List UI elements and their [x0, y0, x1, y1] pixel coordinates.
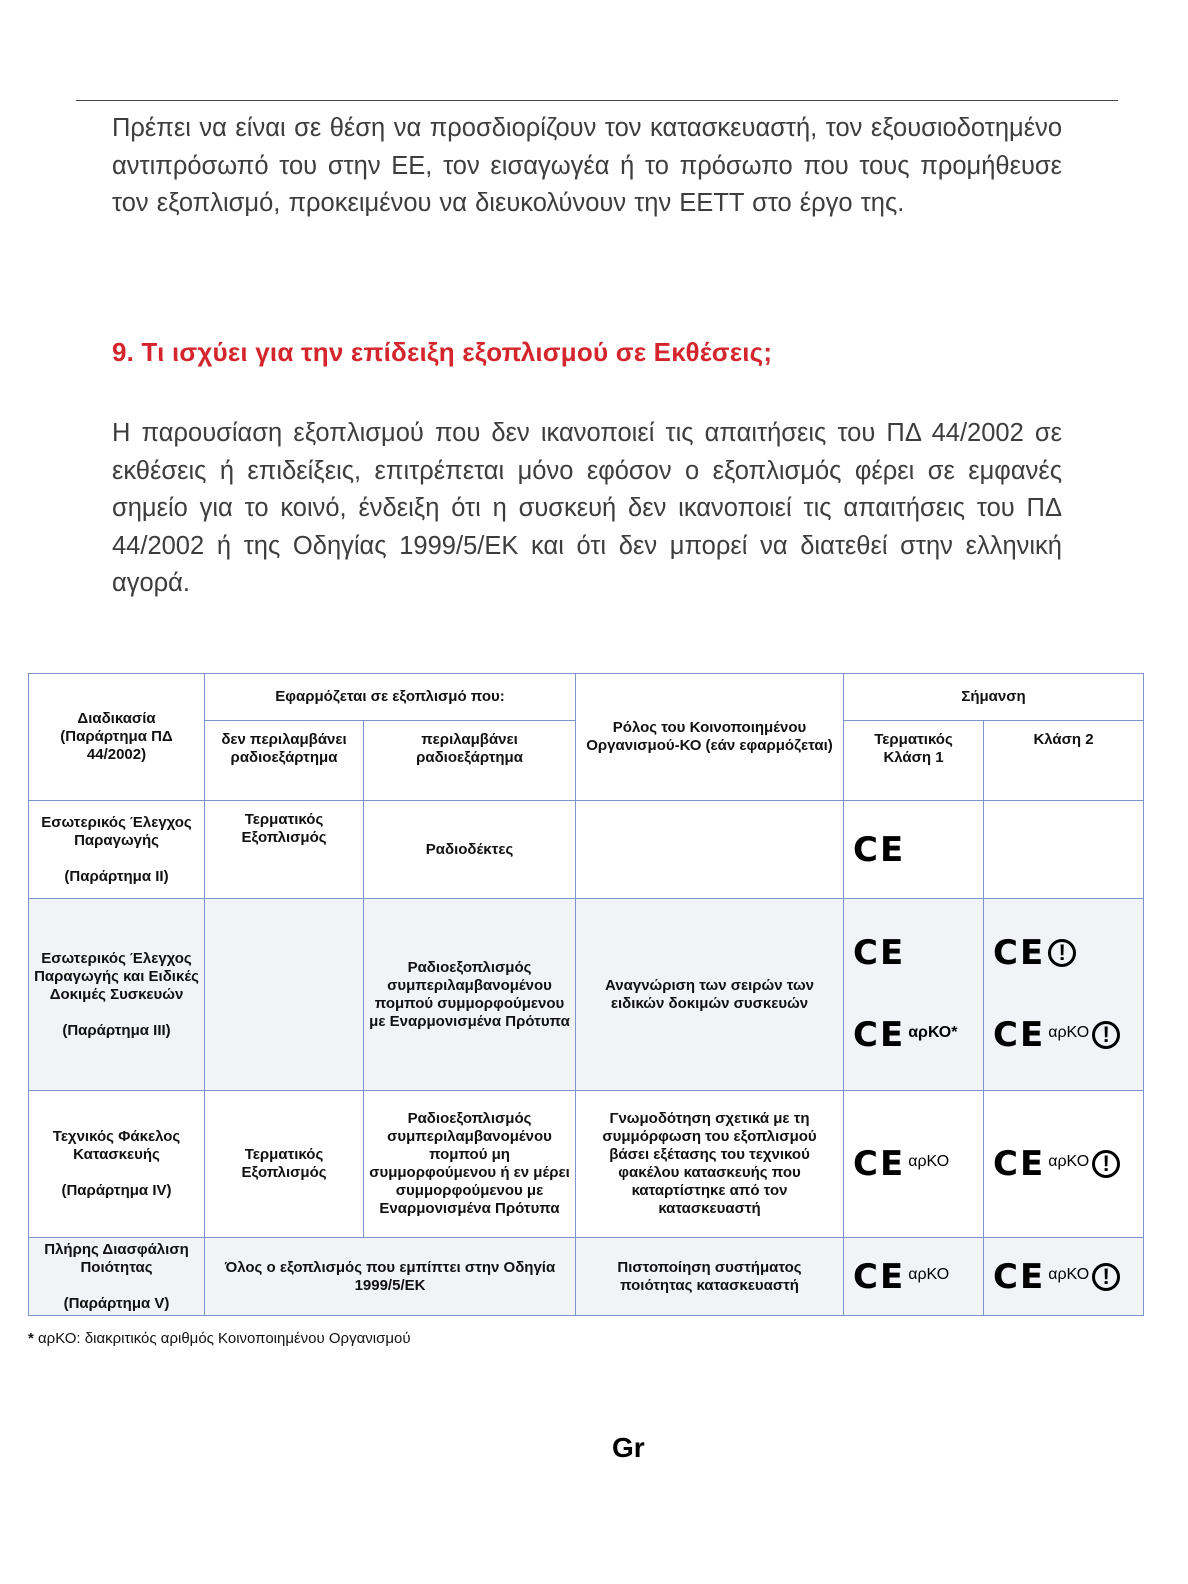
- ce-nb-alert-mark: [989, 1143, 1138, 1185]
- header-marking-group: Σήμανση: [844, 674, 1144, 721]
- class2-mark-cell: [984, 1238, 1144, 1316]
- ce-icon: CE: [853, 932, 906, 973]
- class1-mark-cell: [844, 1238, 984, 1316]
- class1-mark-cell: [844, 801, 984, 899]
- nb-number-label: αρΚΟ*: [908, 1023, 958, 1041]
- nb-number-label: αρΚΟ: [1048, 1265, 1090, 1283]
- no-radio-cell: [205, 899, 364, 1091]
- alert-icon: !: [1092, 1150, 1120, 1178]
- role-cell: Πιστοποίηση συστήματος ποιότητας κατασκευαστή: [576, 1238, 844, 1316]
- header-with-radio: περιλαμβάνει ραδιοεξάρτημα: [364, 721, 576, 801]
- nb-number-label: αρΚΟ: [908, 1265, 950, 1283]
- ce-icon: CE: [993, 1256, 1046, 1297]
- ce-icon: CE: [993, 1144, 1046, 1184]
- footnote-star: *: [28, 1330, 34, 1347]
- nb-number-label: αρΚΟ: [1048, 1023, 1090, 1041]
- class1-mark-cell: [844, 899, 984, 1091]
- with-radio-cell: Ραδιοεξοπλισμός συμπεριλαμβανομένου πομπού συμμορφούμενου με Εναρμονισμένα Πρότυπα: [364, 899, 576, 1091]
- with-radio-cell: Ραδιοδέκτες: [364, 801, 576, 899]
- no-radio-cell: Τερματικός Εξοπλισμός: [205, 1091, 364, 1238]
- footnote-text: αρΚΟ: διακριτικός αριθμός Κοινοποιημένου Οργανισμού: [33, 1330, 411, 1347]
- class2-mark-cell: [984, 1091, 1144, 1238]
- header-procedure: Διαδικασία (Παράρτημα ΠΔ 44/2002): [29, 674, 205, 801]
- alert-icon: !: [1092, 1021, 1120, 1049]
- ce-alert-mark: [989, 934, 1138, 972]
- procedures-table: [28, 673, 1144, 1316]
- header-applies-group: Εφαρμόζεται σε εξοπλισμό που:: [205, 674, 576, 721]
- ce-mark-with-nb: [849, 1256, 978, 1298]
- class2-mark-cell: [984, 801, 1144, 899]
- with-radio-cell: Ραδιοεξοπλισμός συμπεριλαμβανομένου πομπού μη συμμορφούμενου ή εν μέρει συμμορφούμενου με Εναρμονισμένα Πρότυπα: [364, 1091, 576, 1238]
- alert-icon: !: [1092, 1263, 1120, 1291]
- procedure-annex: (Παράρτημα II): [64, 867, 169, 885]
- procedure-annex: (Παράρτημα III): [62, 1021, 171, 1039]
- table-row: [29, 801, 1144, 899]
- procedure-annex: (Παράρτημα IV): [61, 1182, 172, 1199]
- procedure-cell: [29, 899, 205, 1091]
- role-cell: Γνωμοδότηση σχετικά με τη συμμόρφωση του εξοπλισμού βάσει εξέτασης του τεχνικού φακέλου κατασκευής που καταρτίστηκε από τον κατασκευαστή: [576, 1091, 844, 1238]
- exhibition-paragraph: Η παρουσίαση εξοπλισμού που δεν ικανοποιεί τις απαιτήσεις του ΠΔ 44/2002 σε εκθέσεις ή επιδείξεις, επιτρέπεται μόνο εφόσον ο εξοπλισμός φέρει σε εμφανές σημείο για το κοινό, ένδειξη ότι η συσκευή δεν ικανοποιεί τις απαιτήσεις του ΠΔ 44/2002 ή της Οδηγίας 1999/5/ΕΚ και ότι δεν μπορεί να διατεθεί στην ελληνική αγορά.: [112, 419, 1062, 597]
- ce-icon: CE: [853, 1256, 906, 1297]
- intro-paragraph: Πρέπει να είναι σε θέση να προσδιορίζουν τον κατασκευαστή, τον εξουσιοδοτημένο αντιπρόσωπό του στην ΕΕ, τον εισαγωγέα ή το πρόσωπο που τους προμήθευσε τον εξοπλισμό, προκειμένου να διευκολύνουν την ΕΕΤΤ στο έργο της.: [112, 114, 1062, 217]
- top-rule: [76, 100, 1118, 101]
- ce-icon: CE: [853, 1014, 906, 1055]
- table-row: [29, 1238, 1144, 1316]
- ce-mark-with-nb: [849, 1014, 978, 1056]
- header-class2: Κλάση 2: [984, 721, 1144, 801]
- ce-icon: CE: [853, 1144, 906, 1184]
- ce-nb-alert-mark: [989, 1256, 1138, 1298]
- class1-mark-cell: [844, 1091, 984, 1238]
- ce-mark: [849, 831, 978, 869]
- alert-icon: !: [1048, 939, 1076, 967]
- procedure-name: Τεχνικός Φάκελος Κατασκευής: [52, 1128, 181, 1163]
- table-row: [29, 899, 1144, 1091]
- merged-equipment-cell: Όλος ο εξοπλισμός που εμπίπτει στην Οδηγία 1999/5/ΕΚ: [205, 1238, 576, 1316]
- role-cell: Αναγνώριση των σειρών των ειδικών δοκιμών συσκευών: [576, 899, 844, 1091]
- no-radio-cell: Τερματικός Εξοπλισμός: [205, 801, 364, 899]
- ce-mark: [849, 934, 978, 972]
- nb-number-label: αρΚΟ: [908, 1153, 950, 1170]
- procedure-annex: (Παράρτημα V): [63, 1294, 170, 1312]
- header-role: Ρόλος του Κοινοποιημένου Οργανισμού-ΚΟ (εάν εφαρμόζεται): [576, 674, 844, 801]
- procedure-name: Εσωτερικός Έλεγχος Παραγωγής και Ειδικές Δοκιμές Συσκευών: [34, 949, 199, 1003]
- ce-mark-with-nb: [849, 1143, 978, 1185]
- class2-mark-cell: [984, 899, 1144, 1091]
- ce-icon: CE: [993, 1014, 1046, 1055]
- ce-nb-alert-mark: [989, 1014, 1138, 1056]
- header-terminal-class1: Τερματικός Κλάση 1: [844, 721, 984, 801]
- role-cell: [576, 801, 844, 899]
- page-label: Gr: [612, 1432, 645, 1463]
- section-heading: 9. Τι ισχύει για την επίδειξη εξοπλισμού σε Εκθέσεις;: [112, 337, 773, 367]
- ce-icon: CE: [853, 829, 906, 870]
- procedure-name: Πλήρης Διασφάλιση Ποιότητας: [44, 1240, 189, 1276]
- procedure-name: Εσωτερικός Έλεγχος Παραγωγής: [41, 813, 192, 849]
- nb-number-label: αρΚΟ: [1048, 1153, 1090, 1170]
- procedure-cell: [29, 1091, 205, 1238]
- ce-icon: CE: [993, 932, 1046, 973]
- procedure-cell: [29, 801, 205, 899]
- footnote: [28, 1330, 411, 1347]
- table-row: [29, 1091, 1144, 1238]
- procedure-cell: [29, 1238, 205, 1316]
- header-no-radio: δεν περιλαμβάνει ραδιοεξάρτημα: [205, 721, 364, 801]
